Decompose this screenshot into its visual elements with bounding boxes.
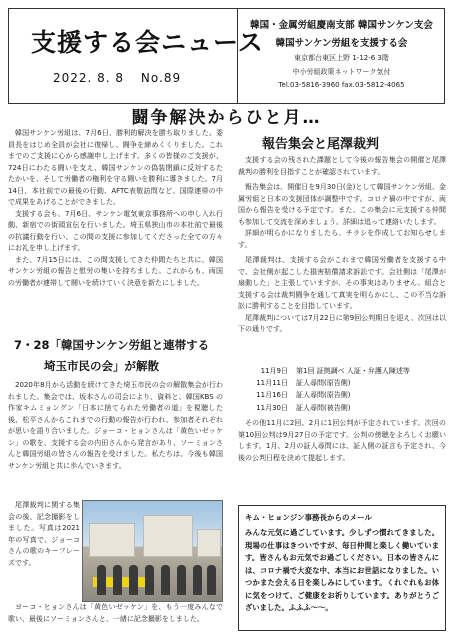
masthead-title-block — [9, 9, 264, 103]
left-article-end — [8, 602, 223, 634]
right-article — [238, 155, 446, 365]
photo-building — [143, 515, 193, 557]
newsletter-title: 支援する会ニュース — [31, 28, 264, 57]
photo-person — [129, 565, 138, 595]
schedule-item: 証人尋問(原告側) — [296, 391, 351, 400]
article-paragraph: 報告集会は、開催日を9月30日(金)として韓国サンケン労組、金属労組と日本の支援団体が調整中です。コロナ禍の中ですが、両国から報告を受ける予定です。また、この集会に元支援する仲間も参加して交流を深めましょう。詳細は追って連絡いたします。 — [238, 183, 446, 226]
schedule-row — [240, 377, 440, 389]
publisher-contact: Tel.03-5816-3960 fax.03-5812-4065 — [278, 81, 405, 89]
schedule-item: 証人尋問(原告側) — [296, 379, 351, 388]
issue-line — [53, 71, 193, 85]
photo-person — [177, 565, 186, 595]
publisher-union: 韓国・金属労組慶南支部 韓国サンケン支会 — [250, 20, 433, 31]
photo-person — [161, 565, 170, 595]
article-paragraph: また、7月15日には、この間支援してきた仲間たちと共に、韓国サンケン労組の報告と慰労の集いを持ちました。これからも、両国の労働者が連帯して闘いを続けていく決意を新たにしました。 — [8, 255, 223, 287]
photo-person — [193, 565, 202, 595]
section-heading-citizens-1: 7・28「韓国サンケン労組と連帯する — [14, 338, 210, 352]
publisher-address: 東京都台東区上野 1-12-6 3階 — [294, 54, 389, 62]
photo-person — [145, 565, 154, 595]
article-paragraph: 韓国サンケン労組は、7月6日、勝利的解決を勝ち取りました。委員長をはじめ全員が会社に復帰し、闘争を締めくくりました。これまでのご支援に心から感謝申し上げます。多くの皆様のご支援が、724日にわたる闘いを支え、韓国サンケンの偽装閉鎖に反対するたたかいを、そして労働者の権利を守る闘いを勝利に導きました。7月14日、本社前での最後の行動、AFTC表敬訪問など、国際連帯の中で成果をあげることができました。 — [8, 129, 223, 206]
section-heading-citizens-2: 埼玉市民の会」が解散 — [44, 359, 159, 373]
photo-building — [89, 523, 135, 557]
photo-person — [113, 565, 122, 595]
schedule-row — [240, 402, 440, 414]
citizens-article — [8, 380, 223, 496]
photo-caption — [8, 500, 80, 600]
schedule-row — [240, 365, 440, 377]
masthead — [8, 8, 445, 104]
issue-date: 2022. 8. 8 — [53, 71, 125, 85]
schedule-item: 第1回 証拠調べ 人証・弁護人陳述等 — [296, 367, 410, 375]
article-paragraph: 尾澤裁判は、支援する会がこれまで韓国労働者を支援する中で、会社側が起こした損害賠償請求訴訟です。会社側は「尾澤が扇動した」と主張していますが、その事実はありません。組合と支援する会は裁判闘争を通して真実を明らかにし、この不当な訴訟に勝利することを目指しています。 — [238, 256, 446, 310]
article-paragraph: 2020年8月から活動を続けてきた埼玉市民の会の解散集会が行われました。集会では、坂本さんの司会により、資料と、韓国KBS の作家キムミョングン「日本に捨てられた労働者の道」を視聴した後、松平さんからこれまでの行動の報告が行われ、参加者それぞれが思いを語り合いました。ジョーコ・ヒョンさんは「黄色いゼッケン」の歌を、支援する会の内田さんから発言があり、ソーミョンさんと韓国労組の皆さんの報告を受けました。私たちは、今後も韓国サンケン労組と共に歩んでいきます。 — [8, 381, 223, 470]
article-paragraph: その他11月に2回、2月に1回公判が予定されています。次回の第10回公判は9月27日の予定です。公判の傍聴をよろしくお願いします。1月、2月の証人尋問には、証人側の証言も予定され、今後の公判日程を決めて提起します。 — [238, 419, 446, 462]
section-heading-report: 報告集会と尾澤裁判 — [262, 137, 380, 152]
schedule-date: 11月11日 — [256, 379, 288, 388]
schedule-date: 11月30日 — [256, 403, 288, 412]
article-paragraph: ヨーコ・ヒョンさんは「黄色いゼッケン」を、もう一度みんなで歌い、最後にソーミョンさんと、一緒に記念撮影をしました。 — [8, 603, 223, 623]
article-paragraph: 支援する会の残された課題として今後の報告集会の開催と尾澤裁判の勝利を目指すことが確認されています。 — [238, 156, 446, 176]
issue-number: No.89 — [140, 71, 182, 85]
article-paragraph: 支援する会も、7月6日、サンケン電気東京事務所への申し入れ行動、新宿での街頭宣伝を行いました。埼玉県狭山市の本社前で最後の抗議行動を行い、この間の支援に参加してくださった全ての方々にお礼を申し上げます。 — [8, 209, 223, 252]
message-box — [238, 505, 446, 631]
schedule-date: 11月16日 — [256, 391, 288, 400]
main-headline: 闘争解決からひと月… — [131, 108, 322, 128]
caption-text: 尾澤裁判に関する集会の後、記念撮影をしました。写真は2021年の写真で、ジョーコさんの歌のキーフレーズです。 — [8, 501, 80, 567]
left-article — [8, 128, 223, 333]
publisher-network: 中小労組政策ネットワーク気付 — [292, 68, 391, 76]
schedule-date: 11月9日 — [260, 367, 288, 375]
schedule-row — [240, 389, 440, 401]
right-article-end — [238, 418, 446, 500]
photo-person — [97, 565, 106, 595]
group-photo — [82, 500, 223, 602]
trial-schedule — [240, 365, 440, 414]
article-paragraph: 尾澤裁判については7月22日に第9回公判期日を迎え、次回は以下の通りです。 — [238, 313, 446, 333]
message-box-title: キム・ヒョンジン事務長からのメール — [245, 513, 372, 522]
schedule-item: 証人尋問(被告側) — [296, 403, 351, 412]
publisher-support-group: 韓国サンケン労組を支援する会 — [275, 38, 408, 49]
message-box-body: みんな元気に過ごしています。少しずつ慣れてきました。現場の仕事はきついですが、毎日仲間と楽しく働いています。皆さんもお元気でお過ごしください。日本の皆さんには、コロナ禍で大変な中、本当にお世話になりました。いつかまた会える日を楽しみにしています。くれぐれもお体に気をつけて、ご健康をお祈りしています。ありがとうございました。ふふふ〜〜。 — [245, 528, 439, 612]
photo-building — [197, 529, 221, 557]
article-paragraph: 詳細が明らかになりましたら、チラシを作成してお知らせします。 — [238, 229, 446, 249]
photo-person — [207, 565, 216, 595]
publisher-block — [237, 9, 444, 103]
